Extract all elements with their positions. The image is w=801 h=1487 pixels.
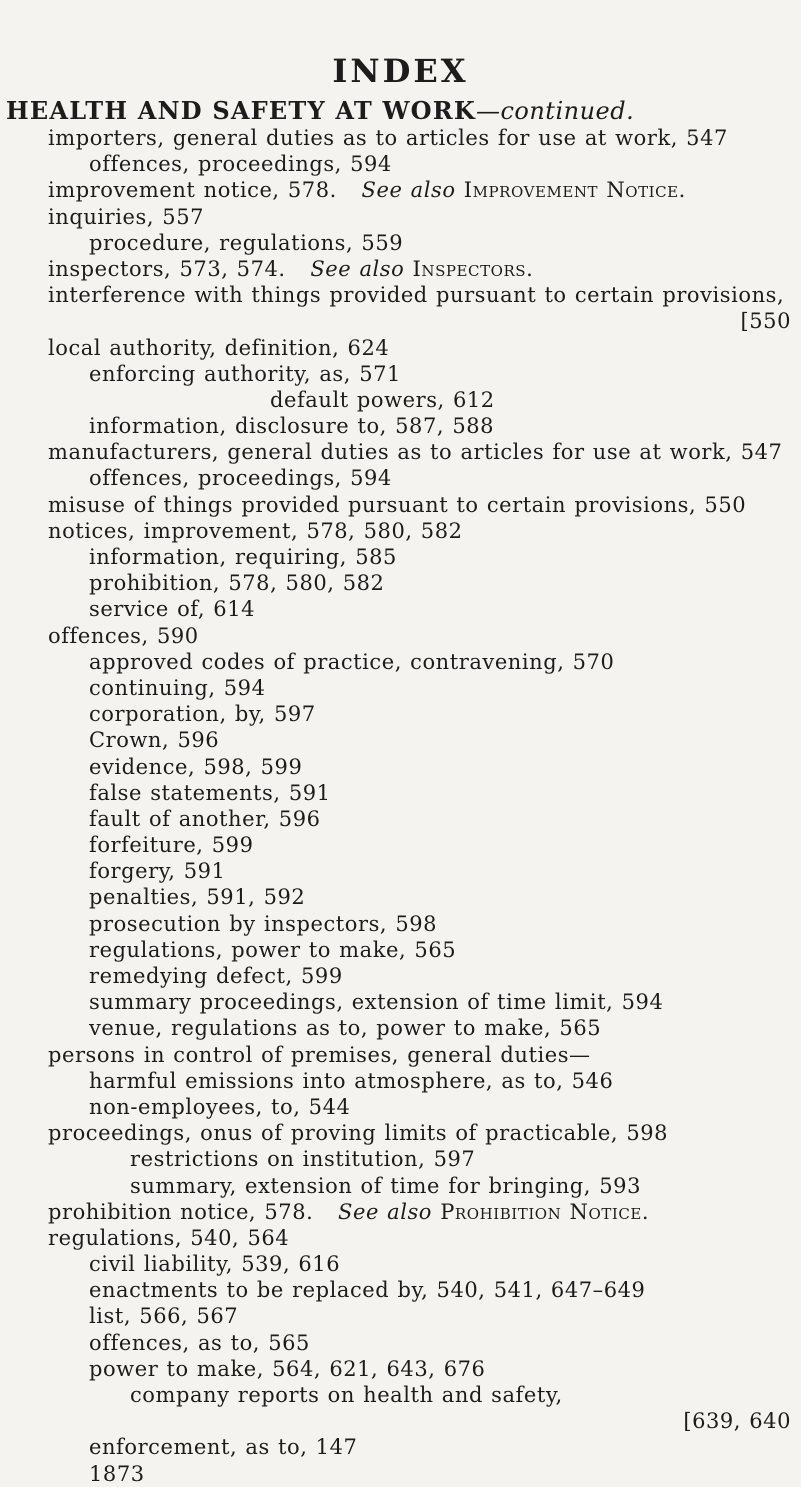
index-subentry: enforcement, as to, 147 [89,1435,358,1460]
index-entries [0,125,801,1487]
entry-text: prohibition notice, 578. [48,1199,314,1224]
index-subentry: civil liability, 539, 616 [89,1252,341,1277]
index-subentry: information, disclosure to, 587, 588 [89,414,495,439]
heading-continued: —continued. [475,97,635,125]
index-subentry: offences, proceedings, 594 [89,152,392,177]
index-entry: importers, general duties as to articles for use at work, 547 [48,126,728,150]
see-also-label: See also [310,256,405,281]
entry-text: improvement notice, 578. [48,178,337,203]
index-entry: manufacturers, general duties as to articles for use at work, 547 [48,440,783,465]
index-entry [0,177,801,203]
index-subentry: Crown, 596 [89,728,220,753]
index-subentry: corporation, by, 597 [89,702,316,727]
index-subentry: prohibition, 578, 580, 582 [89,571,385,596]
index-subentry: company reports on health and safety, [130,1383,563,1407]
index-subentry: summary proceedings, extension of time limit, 594 [89,990,664,1015]
index-subentry: enforcing authority, as, 571 [89,361,401,386]
continuation-ref: [550 [740,309,791,334]
index-subentry: regulations, power to make, 565 [89,937,457,962]
index-subentry: 1873 [89,1461,145,1486]
index-entry: regulations, 540, 564 [48,1225,290,1250]
index-subentry: non-employees, to, 544 [89,1094,351,1119]
index-entry: notices, improvement, 578, 580, 582 [48,518,463,543]
index-subentry: default powers, 612 [270,387,495,412]
index-subentry: offences, as to, 565 [89,1330,310,1355]
index-entry: interference with things provided pursuant to certain provisions, [48,283,785,308]
cross-reference: Inspectors. [412,256,534,281]
index-subentry: offences, proceedings, 594 [89,466,392,491]
index-entry: local authority, definition, 624 [48,335,390,360]
index-subentry: penalties, 591, 592 [89,885,306,910]
index-subentry: information, requiring, 585 [89,545,397,569]
index-subentry: enactments to be replaced by, 540, 541, 647–649 [89,1278,646,1303]
index-subentry: evidence, 598, 599 [89,754,303,779]
index-subentry: procedure, regulations, 559 [89,230,404,255]
continuation-ref: [639, 640 [683,1409,791,1434]
index-subentry: forfeiture, 599 [89,833,254,858]
index-entry: persons in control of premises, general duties— [48,1042,591,1067]
index-subentry: service of, 614 [89,597,256,622]
cross-reference: Prohibition Notice. [440,1199,650,1224]
index-subentry: remedying defect, 599 [89,964,343,988]
index-entry [0,256,801,282]
section-heading [6,96,634,125]
index-entry: inquiries, 557 [48,204,205,229]
index-subentry: fault of another, 596 [89,806,321,831]
index-subentry: summary, extension of time for bringing, 593 [130,1173,641,1198]
index-subentry: list, 566, 567 [89,1304,239,1329]
index-subentry: forgery, 591 [89,859,226,884]
cross-reference: Improvement Notice. [463,178,686,203]
index-entry: offences, 590 [48,623,199,648]
index-entry [0,1199,801,1225]
page-title: INDEX [332,52,469,90]
index-subentry: venue, regulations as to, power to make, 565 [89,1016,602,1041]
index-subentry: prosecution by inspectors, 598 [89,911,438,936]
index-subentry: harmful emissions into atmosphere, as to, 546 [89,1068,614,1093]
see-also-label: See also [338,1199,433,1224]
heading-main: HEALTH AND SAFETY AT WORK [6,96,476,125]
entry-text: inspectors, 573, 574. [48,256,286,281]
index-entry: proceedings, onus of proving limits of practicable, 598 [48,1121,669,1146]
index-subentry: approved codes of practice, contravening, 570 [89,649,615,674]
index-subentry: power to make, 564, 621, 643, 676 [89,1356,486,1381]
index-subentry: false statements, 591 [89,780,331,805]
index-subentry: continuing, 594 [89,675,266,700]
see-also-label: See also [361,178,456,203]
index-entry: misuse of things provided pursuant to certain provisions, 550 [48,492,747,517]
index-subentry: restrictions on institution, 597 [130,1147,476,1172]
